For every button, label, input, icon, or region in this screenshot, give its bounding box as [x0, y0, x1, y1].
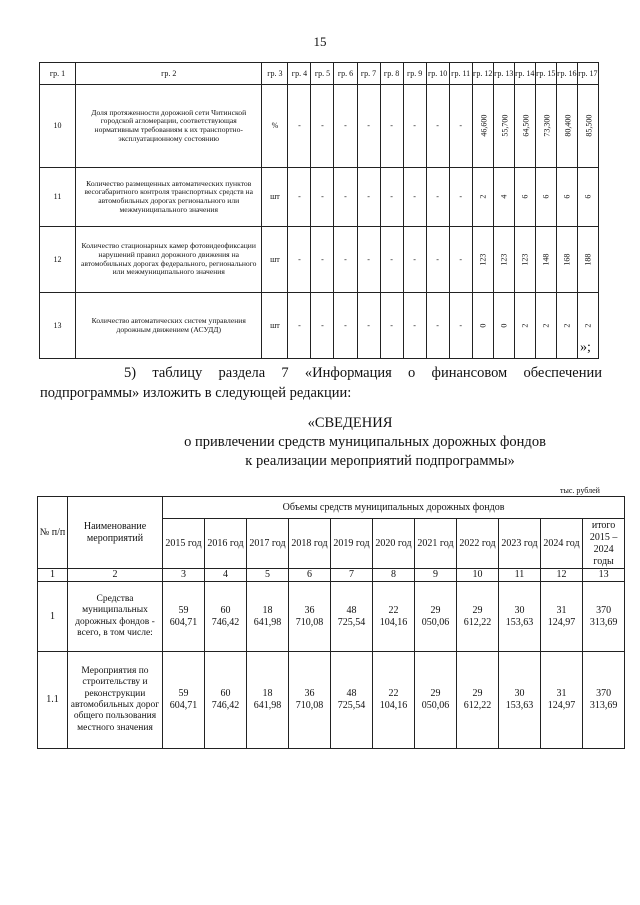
index-cell: 6 — [289, 569, 331, 582]
empty-value-cell: - — [288, 293, 311, 359]
rotated-value: 2 — [541, 323, 551, 328]
rotated-value: 73,300 — [542, 115, 552, 137]
measure-name: Мероприятия по строительству и реконструкции автомобильных дорог общего пользования местного значения — [68, 652, 163, 749]
unit-cell: шт — [262, 227, 288, 293]
empty-value-cell: - — [403, 227, 426, 293]
header-cell: гр. 3 — [262, 63, 288, 85]
rotated-value: 6 — [520, 195, 530, 199]
header-cell: гр. 11 — [449, 63, 472, 85]
indicators-table — [39, 62, 599, 359]
funds-table — [37, 496, 625, 749]
amount-cell: 36 710,08 — [289, 652, 331, 749]
value-cell — [535, 85, 556, 168]
rotated-value: 0 — [478, 323, 488, 328]
value-cell — [472, 227, 493, 293]
amount-cell: 30 153,63 — [499, 652, 541, 749]
amount-cell: 59 604,71 — [163, 582, 205, 652]
empty-value-cell: - — [334, 85, 357, 168]
value-cell — [556, 168, 577, 227]
header-cell: гр. 17 — [577, 63, 598, 85]
title-line-2: о привлечении средств муниципальных дорожных фондов — [184, 433, 546, 450]
value-cell — [535, 227, 556, 293]
rotated-value: 123 — [478, 253, 488, 266]
empty-value-cell: - — [288, 227, 311, 293]
unit-cell: шт — [262, 168, 288, 227]
year-header: 2024 год — [541, 519, 583, 569]
row-number: 1 — [38, 582, 68, 652]
empty-value-cell: - — [426, 227, 449, 293]
header-cell: гр. 9 — [403, 63, 426, 85]
year-header: 2016 год — [205, 519, 247, 569]
index-row — [38, 569, 625, 582]
amount-cell: 31 124,97 — [541, 582, 583, 652]
header-cell: гр. 2 — [76, 63, 262, 85]
index-cell: 9 — [415, 569, 457, 582]
value-cell — [556, 293, 577, 359]
table-row — [40, 85, 599, 168]
rotated-value: 2 — [520, 323, 530, 328]
empty-value-cell: - — [334, 293, 357, 359]
empty-value-cell: - — [334, 168, 357, 227]
table-row — [38, 652, 625, 749]
header-cell: гр. 12 — [472, 63, 493, 85]
header-cell: гр. 14 — [514, 63, 535, 85]
empty-value-cell: - — [380, 168, 403, 227]
title-line-3: к реализации мероприятий подпрограммы» — [245, 452, 515, 469]
header-cell: гр. 16 — [556, 63, 577, 85]
table-header-row — [40, 63, 599, 85]
header-cell: гр. 4 — [288, 63, 311, 85]
index-cell: 4 — [205, 569, 247, 582]
table-row — [40, 227, 599, 293]
empty-value-cell: - — [449, 227, 472, 293]
value-cell — [514, 168, 535, 227]
year-header: 2017 год — [247, 519, 289, 569]
index-cell: 5 — [247, 569, 289, 582]
header-cell: гр. 13 — [493, 63, 514, 85]
rotated-value: 64,500 — [521, 115, 531, 137]
row-number: 1.1 — [38, 652, 68, 749]
index-cell: 3 — [163, 569, 205, 582]
amount-cell: 48 725,54 — [331, 652, 373, 749]
value-cell — [472, 85, 493, 168]
header-name: Наименование мероприятий — [68, 497, 163, 569]
index-cell: 2 — [68, 569, 163, 582]
empty-value-cell: - — [357, 85, 380, 168]
empty-value-cell: - — [380, 293, 403, 359]
empty-value-cell: - — [311, 293, 334, 359]
value-cell — [577, 227, 598, 293]
year-header: 2020 год — [373, 519, 415, 569]
header-cell: гр. 7 — [357, 63, 380, 85]
value-cell — [493, 85, 514, 168]
empty-value-cell: - — [449, 168, 472, 227]
rotated-value: 123 — [520, 253, 530, 266]
indicator-name: Доля протяженности дорожной сети Читинской городской агломерации, соответствующая нормативным требованиям к их транспортно-эксплуатационному состоянию — [76, 85, 262, 168]
index-cell: 11 — [499, 569, 541, 582]
value-cell — [577, 85, 598, 168]
amount-cell: 18 641,98 — [247, 652, 289, 749]
indicator-name: Количество автоматических систем управления дорожным движением (АСУДД) — [76, 293, 262, 359]
value-cell — [535, 168, 556, 227]
rotated-value: 168 — [562, 253, 572, 266]
empty-value-cell: - — [426, 85, 449, 168]
year-header: итого 2015 – 2024 годы — [583, 519, 625, 569]
year-header: 2022 год — [457, 519, 499, 569]
rotated-value: 148 — [541, 253, 551, 266]
empty-value-cell: - — [449, 293, 472, 359]
empty-value-cell: - — [357, 168, 380, 227]
amount-cell: 59 604,71 — [163, 652, 205, 749]
empty-value-cell: - — [426, 293, 449, 359]
rotated-value: 6 — [583, 195, 593, 199]
units-label: тыс. рублей — [560, 486, 600, 495]
amount-cell: 60 746,42 — [205, 652, 247, 749]
header-cell: гр. 8 — [380, 63, 403, 85]
row-number: 12 — [40, 227, 76, 293]
empty-value-cell: - — [380, 85, 403, 168]
index-cell: 8 — [373, 569, 415, 582]
title-line-1: «СВЕДЕНИЯ — [307, 415, 393, 431]
row-number: 13 — [40, 293, 76, 359]
value-cell — [472, 293, 493, 359]
section-title — [0, 414, 640, 471]
year-header: 2018 год — [289, 519, 331, 569]
amount-cell: 48 725,54 — [331, 582, 373, 652]
empty-value-cell: - — [311, 85, 334, 168]
year-header: 2015 год — [163, 519, 205, 569]
value-cell — [556, 227, 577, 293]
rotated-value: 0 — [499, 323, 509, 328]
empty-value-cell: - — [426, 168, 449, 227]
value-cell — [493, 227, 514, 293]
year-header: 2021 год — [415, 519, 457, 569]
index-cell: 1 — [38, 569, 68, 582]
value-cell — [577, 168, 598, 227]
value-cell — [514, 227, 535, 293]
value-cell — [514, 293, 535, 359]
table-row — [40, 293, 599, 359]
unit-cell: шт — [262, 293, 288, 359]
empty-value-cell: - — [357, 293, 380, 359]
empty-value-cell: - — [449, 85, 472, 168]
empty-value-cell: - — [403, 85, 426, 168]
header-cell: гр. 15 — [535, 63, 556, 85]
rotated-value: 6 — [541, 195, 551, 199]
amendment-paragraph — [40, 364, 602, 403]
rotated-value: 2 — [478, 195, 488, 199]
header-cell: гр. 6 — [334, 63, 357, 85]
year-header: 2023 год — [499, 519, 541, 569]
empty-value-cell: - — [403, 293, 426, 359]
header-cell: гр. 5 — [311, 63, 334, 85]
empty-value-cell: - — [288, 168, 311, 227]
table-row — [40, 168, 599, 227]
index-cell: 12 — [541, 569, 583, 582]
amount-cell: 29 612,22 — [457, 582, 499, 652]
amount-cell: 31 124,97 — [541, 652, 583, 749]
rotated-value: 55,700 — [500, 115, 510, 137]
amount-cell: 29 050,06 — [415, 652, 457, 749]
value-cell — [514, 85, 535, 168]
amount-cell: 29 612,22 — [457, 652, 499, 749]
rotated-value: 80,400 — [563, 115, 573, 137]
header-cell: гр. 1 — [40, 63, 76, 85]
amount-cell: 18 641,98 — [247, 582, 289, 652]
amount-cell: 29 050,06 — [415, 582, 457, 652]
amount-cell: 60 746,42 — [205, 582, 247, 652]
row-number: 10 — [40, 85, 76, 168]
empty-value-cell: - — [357, 227, 380, 293]
index-cell: 13 — [583, 569, 625, 582]
rotated-value: 85,500 — [584, 115, 594, 137]
rotated-value: 4 — [499, 195, 509, 199]
rotated-value: 123 — [499, 253, 509, 266]
rotated-value: 46,600 — [479, 115, 489, 137]
header-num: № п/п — [38, 497, 68, 569]
empty-value-cell: - — [380, 227, 403, 293]
header-group: Объемы средств муниципальных дорожных фондов — [163, 497, 625, 519]
value-cell — [493, 293, 514, 359]
paragraph-line-2: подпрограммы» изложить в следующей редакции: — [40, 384, 352, 401]
row-number: 11 — [40, 168, 76, 227]
empty-value-cell: - — [403, 168, 426, 227]
amount-cell: 30 153,63 — [499, 582, 541, 652]
rotated-value: 6 — [562, 195, 572, 199]
value-cell — [472, 168, 493, 227]
year-header: 2019 год — [331, 519, 373, 569]
indicator-name: Количество размещенных автоматических пунктов весогабаритного контроля транспортных средств на автомобильных дорогах регионального или межмуниципального значения — [76, 168, 262, 227]
amount-cell: 370 313,69 — [583, 652, 625, 749]
amount-cell: 22 104,16 — [373, 582, 415, 652]
table-row — [38, 582, 625, 652]
table-header-row — [38, 497, 625, 519]
unit-cell: % — [262, 85, 288, 168]
paragraph-line-1: 5) таблицу раздела 7 «Информация о финансовом обеспечении — [124, 365, 602, 381]
value-cell — [535, 293, 556, 359]
amount-cell: 370 313,69 — [583, 582, 625, 652]
index-cell: 7 — [331, 569, 373, 582]
closing-mark: »; — [580, 340, 591, 355]
rotated-value: 2 — [583, 323, 593, 328]
header-cell: гр. 10 — [426, 63, 449, 85]
indicator-name: Количество стационарных камер фотовидеофиксации нарушений правил дорожного движения на автомобильных дорогах федерального, регионального или межмуниципального значения — [76, 227, 262, 293]
rotated-value: 2 — [562, 323, 572, 328]
amount-cell: 22 104,16 — [373, 652, 415, 749]
empty-value-cell: - — [311, 227, 334, 293]
empty-value-cell: - — [288, 85, 311, 168]
empty-value-cell: - — [311, 168, 334, 227]
empty-value-cell: - — [334, 227, 357, 293]
measure-name: Средства муниципальных дорожных фондов - всего, в том числе: — [68, 582, 163, 652]
amount-cell: 36 710,08 — [289, 582, 331, 652]
index-cell: 10 — [457, 569, 499, 582]
rotated-value: 188 — [583, 253, 593, 266]
page-number: 15 — [313, 34, 327, 49]
value-cell — [556, 85, 577, 168]
value-cell — [493, 168, 514, 227]
